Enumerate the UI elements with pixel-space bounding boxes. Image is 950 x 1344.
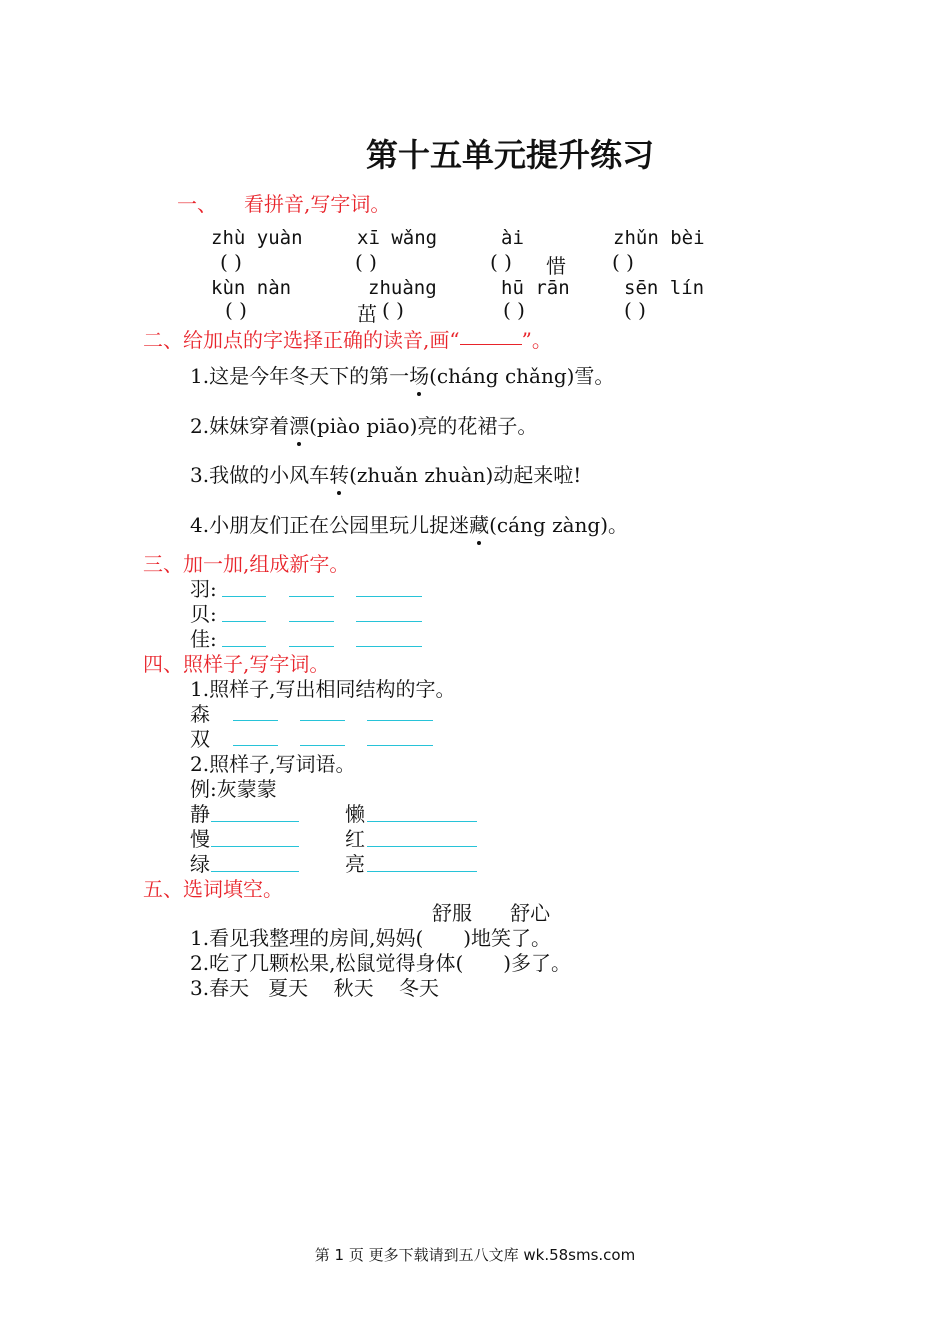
answer-line[interactable]: [222, 621, 266, 622]
question-options[interactable]: (cháng chǎng)雪。: [429, 364, 615, 388]
section-1-number: 一、: [177, 192, 217, 216]
component-label: 贝:: [190, 602, 217, 626]
answer-line[interactable]: [367, 846, 477, 847]
dotted-char: 藏: [469, 509, 489, 538]
answer-line[interactable]: [289, 596, 334, 597]
pinyin: xī wǎng: [357, 227, 438, 249]
question-item: [190, 360, 614, 389]
question-item: [190, 509, 628, 538]
pinyin: zhǔn bèi: [613, 227, 705, 249]
answer-line[interactable]: [367, 821, 477, 822]
answer-line[interactable]: [233, 720, 278, 721]
underline-sample: [460, 344, 522, 345]
prompt-char: 慢: [190, 827, 210, 851]
pinyin: hū rān: [501, 277, 570, 299]
pinyin: kùn nàn: [211, 277, 292, 299]
answer-line[interactable]: [211, 846, 299, 847]
section-3-heading: 三、加一加,组成新字。: [143, 552, 350, 576]
answer-line[interactable]: [356, 621, 422, 622]
component-label: 羽:: [190, 577, 217, 601]
question-text: 4.小朋友们正在公园里玩儿捉迷: [190, 513, 470, 537]
answer-bracket[interactable]: ( ): [503, 298, 525, 322]
given-char: 惜: [546, 254, 566, 278]
question-options[interactable]: (piào piāo)亮的花裙子。: [309, 414, 538, 438]
answer-line[interactable]: [233, 745, 278, 746]
answer-bracket[interactable]: ( ): [612, 250, 634, 274]
prompt-char: 红: [345, 827, 365, 851]
prompt-char: 懒: [345, 802, 365, 826]
question-text: 1.看见我整理的房间,妈妈(: [190, 926, 424, 950]
question-text: 2.妹妹穿着: [190, 414, 290, 438]
section-2-heading-a: 二、给加点的字选择正确的读音,画“: [143, 328, 460, 352]
dotted-char: 转: [329, 459, 349, 488]
example: 例:灰蒙蒙: [190, 777, 277, 801]
answer-line[interactable]: [211, 821, 299, 822]
question-text: )多了。: [503, 951, 572, 975]
dotted-char: 场: [409, 360, 429, 389]
answer-line[interactable]: [300, 720, 345, 721]
answer-bracket[interactable]: ( ): [382, 298, 404, 322]
answer-line[interactable]: [222, 646, 266, 647]
subquestion: 2.照样子,写词语。: [190, 752, 356, 776]
example-char: 森: [190, 702, 210, 726]
answer-line[interactable]: [289, 621, 334, 622]
pinyin: sēn lín: [624, 277, 705, 299]
question-item: [190, 410, 537, 439]
pinyin: zhuàng: [368, 277, 437, 299]
answer-line[interactable]: [367, 871, 477, 872]
component-label: 佳:: [190, 627, 217, 651]
answer-line[interactable]: [222, 596, 266, 597]
question-options[interactable]: (zhuǎn zhuàn)动起来啦!: [349, 463, 582, 487]
page-footer: 第 1 页 更多下载请到五八文库 wk.58sms.com: [314, 1246, 636, 1264]
word-bank: 舒服 舒心: [432, 901, 551, 925]
given-char: 茁: [357, 302, 377, 326]
answer-line[interactable]: [300, 745, 345, 746]
question-text: )地笑了。: [463, 926, 552, 950]
answer-bracket[interactable]: ( ): [220, 250, 242, 274]
section-5-heading: 五、选词填空。: [143, 877, 283, 901]
answer-bracket[interactable]: ( ): [225, 298, 247, 322]
section-1-heading: 看拼音,写字词。: [244, 192, 391, 216]
answer-bracket[interactable]: ( ): [355, 250, 377, 274]
question-text: 2.吃了几颗松果,松鼠觉得身体(: [190, 951, 464, 975]
section-2-heading-b: ”。: [521, 328, 552, 352]
answer-line[interactable]: [211, 871, 299, 872]
answer-line[interactable]: [289, 646, 334, 647]
question-item: [190, 459, 581, 488]
answer-line[interactable]: [367, 720, 433, 721]
dotted-char: 漂: [289, 410, 309, 439]
question-text: 3.我做的小风车: [190, 463, 330, 487]
prompt-char: 静: [190, 802, 210, 826]
page-title: 第十五单元提升练习: [365, 136, 654, 174]
question-options[interactable]: (cáng zàng)。: [489, 513, 629, 537]
answer-bracket[interactable]: ( ): [490, 250, 512, 274]
section-4-heading: 四、照样子,写字词。: [143, 652, 330, 676]
section-2-heading: [143, 324, 552, 353]
question-text: 1.这是今年冬天下的第一: [190, 364, 410, 388]
pinyin: ài: [501, 227, 524, 249]
subquestion: 1.照样子,写出相同结构的字。: [190, 677, 456, 701]
example-char: 双: [190, 727, 210, 751]
answer-line[interactable]: [367, 745, 433, 746]
answer-line[interactable]: [356, 596, 422, 597]
answer-bracket[interactable]: ( ): [624, 298, 646, 322]
question-item: 3.春天 夏天 秋天 冬天: [190, 976, 440, 1000]
pinyin: zhù yuàn: [211, 227, 303, 249]
answer-line[interactable]: [356, 646, 422, 647]
prompt-char: 绿: [190, 852, 210, 876]
prompt-char: 亮: [345, 852, 365, 876]
